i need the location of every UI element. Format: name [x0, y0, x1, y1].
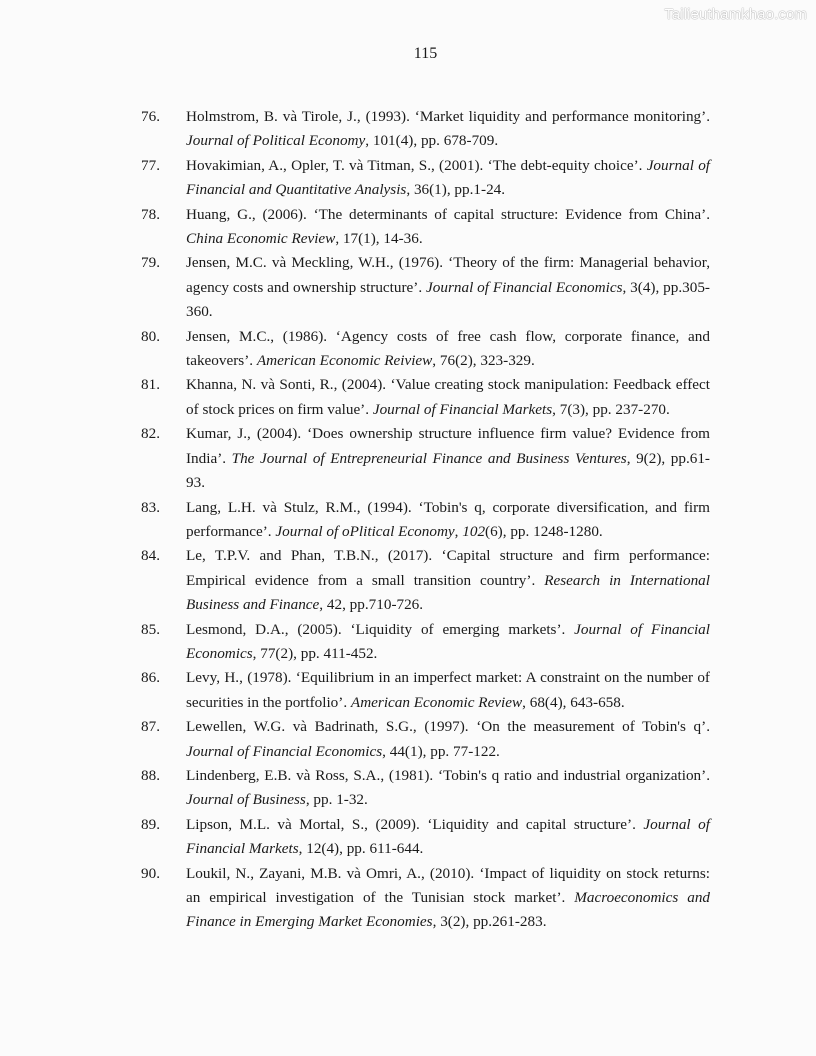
reference-text: Lesmond, D.A., (2005). ‘Liquidity of emerging markets’.: [186, 620, 575, 638]
reference-number: 86.: [141, 669, 160, 687]
reference-text: Lindenberg, E.B. và Ross, S.A., (1981). ‘Tobin's q ratio and industrial organization’.: [186, 766, 710, 784]
reference-number: 84.: [141, 547, 160, 565]
reference-details: , 101(4), pp. 678-709.: [365, 132, 499, 150]
reference-item: [141, 764, 710, 813]
reference-item: [141, 496, 710, 545]
journal-title: Journal of Financial Economics: [186, 620, 710, 662]
reference-number: 78.: [141, 205, 160, 223]
reference-details: , 12(4), pp. 611-644.: [298, 840, 424, 858]
reference-item: [141, 544, 710, 617]
journal-title: Journal of Financial and Quantitative Analysis: [186, 156, 711, 199]
reference-item: [141, 715, 710, 764]
reference-text: Lipson, M.L. và Mortal, S., (2009). ‘Liquidity and capital structure’.: [186, 815, 644, 833]
reference-item: [141, 203, 710, 252]
reference-details: , 9(2), pp.61-93.: [186, 449, 710, 492]
reference-details: , 68(4), 643-658.: [522, 693, 625, 711]
reference-item: [141, 325, 710, 374]
reference-text: Holmstrom, B. và Tirole, J., (1993). ‘Market liquidity and performance monitoring’.: [186, 108, 710, 125]
journal-title: American Economic Review: [350, 693, 523, 711]
reference-item: [141, 105, 710, 154]
reference-number: 80.: [141, 327, 160, 345]
journal-title: Journal of Financial Markets: [186, 815, 710, 858]
journal-title: Journal of Financial Economics: [426, 278, 623, 296]
volume-number: 102: [462, 522, 486, 540]
reference-list: [141, 105, 710, 935]
reference-text: Le, T.P.V. and Phan, T.B.N., (2017). ‘Capital structure and firm performance: Empirical evidence from a small transition country’.: [186, 547, 710, 589]
reference-text: Khanna, N. và Sonti, R., (2004). ‘Value creating stock manipulation: Feedback effect of stock prices on firm value’.: [186, 376, 710, 418]
reference-item: [141, 154, 710, 203]
reference-number: 89.: [141, 815, 160, 833]
reference-text: Levy, H., (1978). ‘Equilibrium in an imperfect market: A constraint on the number of securities in the portfolio’.: [186, 669, 710, 711]
reference-text: Kumar, J., (2004). ‘Does ownership structure influence firm value? Evidence from India’.: [186, 425, 710, 467]
reference-text: Lewellen, W.G. và Badrinath, S.G., (1997). ‘On the measurement of Tobin's q’.: [186, 718, 710, 736]
reference-details: , 17(1), 14-36.: [335, 230, 423, 248]
reference-text: Jensen, M.C. và Meckling, W.H., (1976). ‘Theory of the firm: Managerial behavior, agency costs and ownership structure’.: [186, 254, 710, 296]
reference-item: [141, 666, 710, 715]
reference-item: [141, 422, 710, 495]
reference-item: [141, 618, 710, 667]
reference-text: Jensen, M.C., (1986). ‘Agency costs of free cash flow, corporate finance, and takeovers’.: [186, 327, 710, 370]
reference-number: 88.: [141, 766, 160, 784]
journal-title: Research in International Business and Finance: [186, 571, 710, 614]
reference-item: [141, 373, 710, 422]
reference-details: , pp. 1-32.: [305, 791, 368, 809]
page-number: 115: [413, 45, 438, 62]
reference-number: 90.: [141, 864, 160, 882]
reference-text: Hovakimian, A., Opler, T. và Titman, S., (2001). ‘The debt-equity choice’.: [186, 156, 647, 174]
reference-details: , 3(4), pp.305-360.: [186, 278, 710, 321]
reference-details: , 76(2), 323-329.: [432, 352, 535, 370]
reference-details: (6), pp. 1248-1280.: [485, 522, 603, 540]
reference-item: [141, 862, 710, 935]
journal-title: Journal of oPlitical Economy: [275, 522, 455, 540]
journal-title: Macroeconomics and Finance in Emerging Market Economies: [186, 889, 711, 931]
reference-details: , 44(1), pp. 77-122.: [382, 742, 500, 760]
journal-title: The Journal of Entrepreneurial Finance and Business Ventures: [231, 449, 627, 467]
reference-details: , 42, pp.710-726.: [319, 596, 424, 614]
reference-number: 85.: [141, 620, 160, 638]
reference-number: 76.: [141, 108, 160, 125]
reference-number: 81.: [141, 376, 160, 394]
reference-item: [141, 813, 710, 862]
reference-number: 87.: [141, 718, 160, 736]
reference-details: , 3(2), pp.261-283.: [432, 913, 547, 931]
journal-title: China Economic Review: [186, 230, 336, 248]
reference-details: , 7(3), pp. 237-270.: [552, 400, 670, 418]
journal-title: Journal of Financial Economics: [186, 742, 383, 760]
reference-item: [141, 251, 710, 324]
reference-details: ,: [454, 522, 463, 540]
reference-text: Lang, L.H. và Stulz, R.M., (1994). ‘Tobin's q, corporate diversification, and firm performance’.: [186, 498, 710, 540]
reference-text: Huang, G., (2006). ‘The determinants of capital structure: Evidence from China’.: [186, 205, 710, 223]
journal-title: Journal of Financial Markets: [372, 400, 553, 418]
reference-text: Loukil, N., Zayani, M.B. và Omri, A., (2010). ‘Impact of liquidity on stock returns: an empirical investigation of the Tunisian stock market’.: [186, 864, 710, 906]
reference-details: , 36(1), pp.1-24.: [406, 181, 506, 199]
reference-number: 77.: [141, 156, 160, 174]
reference-details: , 77(2), pp. 411-452.: [252, 644, 378, 662]
reference-number: 79.: [141, 254, 160, 272]
reference-number: 83.: [141, 498, 160, 516]
journal-title: Journal of Business: [186, 791, 306, 809]
journal-title: Journal of Political Economy: [186, 132, 366, 150]
reference-number: 82.: [141, 425, 160, 443]
watermark: Tailieuthamkhao.com: [664, 6, 807, 23]
journal-title: American Economic Reiview: [256, 352, 433, 370]
